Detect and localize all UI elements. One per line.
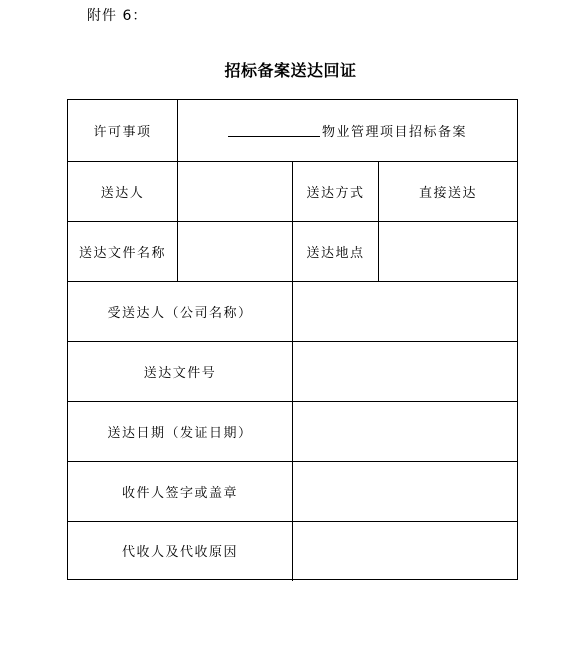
delivery-date-field[interactable] [293, 402, 517, 461]
delivery-method-label: 送达方式 [306, 186, 365, 201]
delivery-receipt-form [67, 99, 518, 580]
delivery-date-label: 送达日期（发证日期） [107, 426, 253, 441]
document-name-label: 送达文件名称 [78, 246, 166, 261]
document-name-field[interactable] [178, 222, 292, 281]
document-number-label: 送达文件号 [143, 366, 217, 381]
sender-field[interactable] [178, 162, 292, 221]
signature-label: 收件人签字或盖章 [121, 486, 238, 501]
delivery-place-label: 送达地点 [306, 246, 365, 261]
recipient-label: 受送达人（公司名称） [107, 306, 253, 321]
permit-item-label: 许可事项 [93, 125, 152, 140]
permit-item-value: 物业管理项目招标备案 [321, 125, 467, 140]
document-title: 招标备案送达回证 [224, 61, 357, 80]
proxy-label: 代收人及代收原因 [121, 545, 238, 560]
attachment-label: 附件 6： [87, 8, 148, 24]
document-number-field[interactable] [293, 342, 517, 401]
recipient-field[interactable] [293, 282, 517, 341]
proxy-field[interactable] [293, 522, 517, 579]
delivery-place-field[interactable] [379, 222, 517, 281]
signature-field[interactable] [293, 462, 517, 521]
sender-label: 送达人 [100, 186, 145, 201]
delivery-method-value: 直接送达 [418, 186, 477, 201]
permit-item-field[interactable] [178, 100, 517, 161]
permit-item-blank[interactable] [228, 124, 320, 137]
